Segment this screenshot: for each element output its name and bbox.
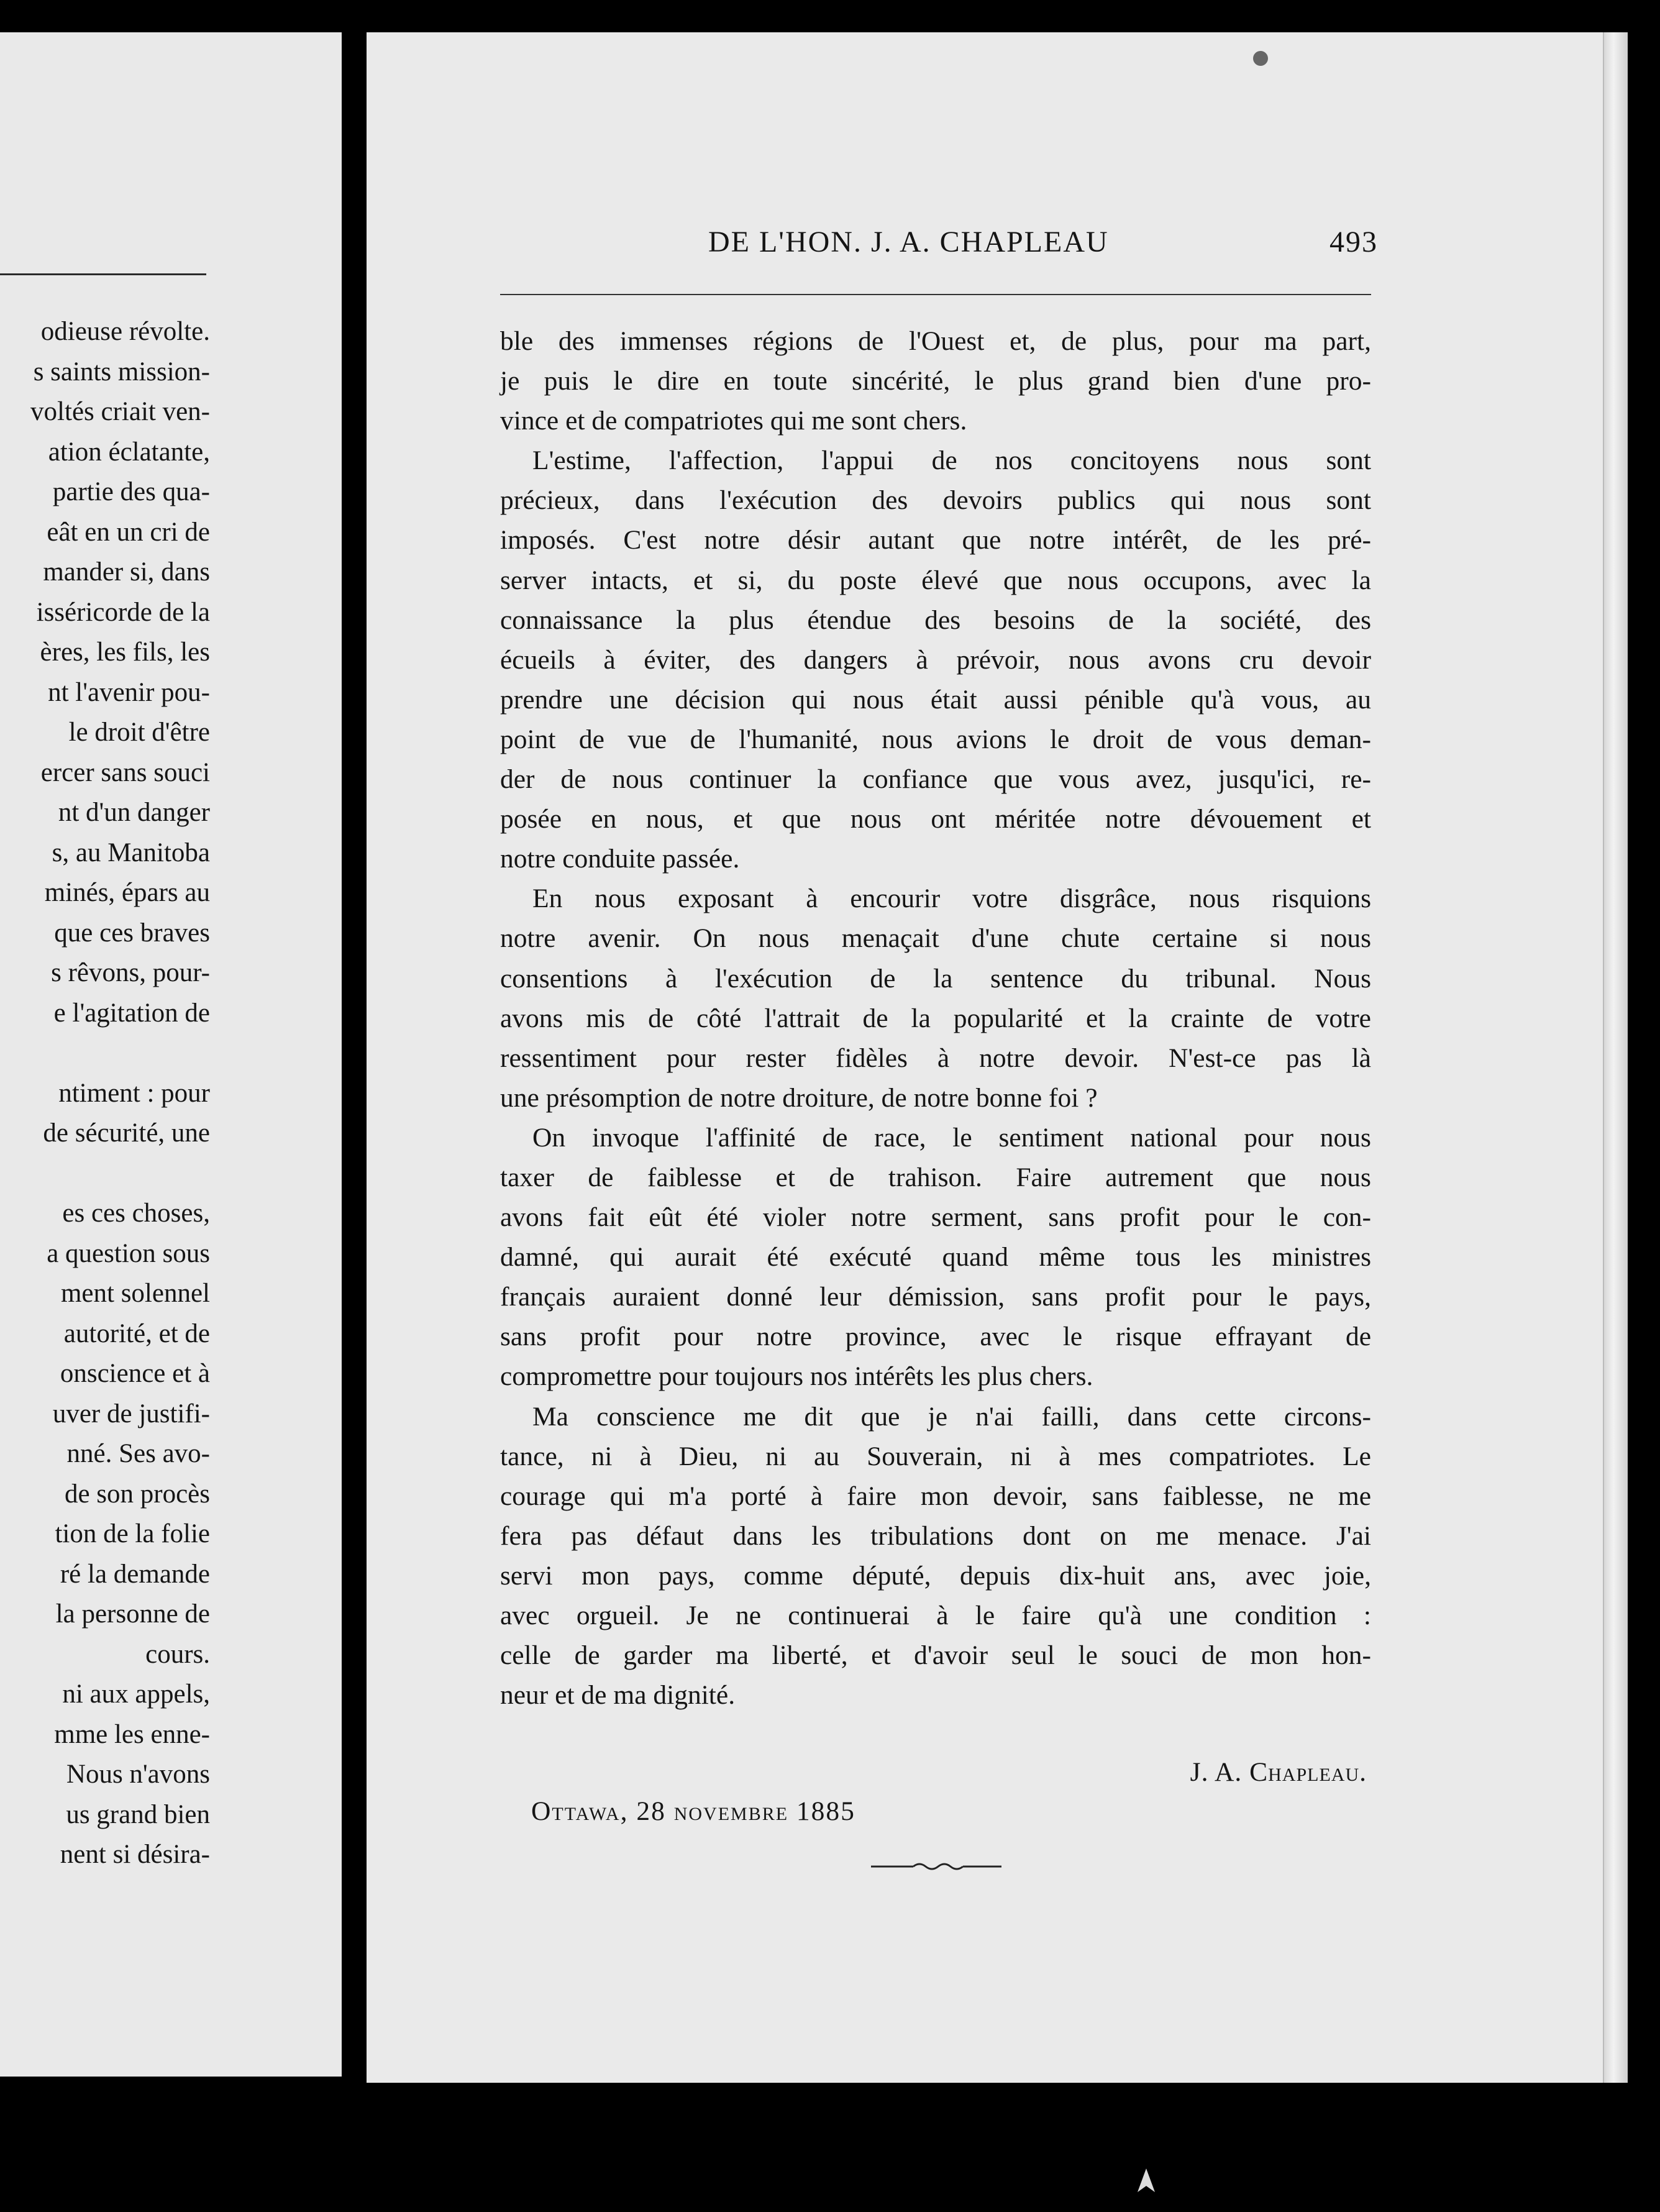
text-line: neur et de ma dignité. xyxy=(500,1680,736,1711)
text-line: celle de garder ma liberté, et d'avoir seul le souci de mon hon- xyxy=(500,1640,1371,1671)
left-page-line: ment solennel xyxy=(60,1279,210,1308)
left-page-line: de sécurité, une xyxy=(43,1118,210,1148)
left-page-line: nné. Ses avo- xyxy=(66,1439,210,1468)
left-page-line: es ces choses, xyxy=(62,1199,210,1228)
left-page-line: us grand bien xyxy=(66,1799,210,1829)
left-page-line: mander si, dans xyxy=(43,557,210,587)
left-page-line: cours. xyxy=(145,1639,210,1669)
page-edge xyxy=(1603,32,1628,2083)
text-line: sans profit pour notre province, avec le risque effrayant de xyxy=(500,1322,1371,1352)
text-line: server intacts, et si, du poste élevé que nous occupons, avec la xyxy=(500,565,1371,595)
fleuron-ornament xyxy=(871,1860,1001,1873)
left-page-line: que ces braves xyxy=(54,918,210,948)
text-line: consentions à l'exécution de la sentence du tribunal. Nous xyxy=(500,963,1371,994)
left-page-line: ères, les fils, les xyxy=(40,638,210,667)
left-page-line: s saints mission- xyxy=(33,357,210,386)
left-page-line: uver de justifi- xyxy=(52,1399,210,1428)
dateline: Ottawa, 28 novembre 1885 xyxy=(531,1796,855,1826)
text-line: notre conduite passée. xyxy=(500,844,740,874)
left-page-line: ation éclatante, xyxy=(48,437,210,467)
left-page-line: tion de la folie xyxy=(55,1519,210,1548)
text-line: En nous exposant à encourir votre disgrâce, nous risquions xyxy=(532,884,1371,914)
text-line: vince et de compatriotes qui me sont chers. xyxy=(500,406,967,436)
page-number: 493 xyxy=(1329,226,1378,258)
left-page-line: odieuse révolte. xyxy=(40,317,210,346)
text-line: der de nous continuer la confiance que vous avez, jusqu'ici, re- xyxy=(500,764,1371,795)
text-line: écueils à éviter, des dangers à prévoir, nous avons cru devoir xyxy=(500,644,1371,675)
text-line: damné, qui aurait été exécuté quand même tous les ministres xyxy=(500,1242,1371,1273)
left-page-text xyxy=(0,312,210,1875)
text-line: connaissance la plus étendue des besoins de la société, des xyxy=(500,605,1371,635)
text-line: point de vue de l'humanité, nous avions le droit de vous deman- xyxy=(500,724,1371,754)
text-line: courage qui m'a porté à faire mon devoir, sans faiblesse, ne me xyxy=(500,1481,1371,1511)
text-line: avec orgueil. Je ne continuerai à le faire qu'à une condition : xyxy=(500,1601,1371,1630)
left-page-line: partie des qua- xyxy=(52,477,210,506)
left-page-line: nent si désira- xyxy=(60,1840,210,1869)
left-page-line xyxy=(0,1154,210,1194)
left-page-line: ercer sans souci xyxy=(40,757,210,787)
running-head xyxy=(367,225,1628,268)
left-page-line: autorité, et de xyxy=(63,1319,210,1348)
book-gutter xyxy=(342,0,367,2212)
left-page-line: minés, épars au xyxy=(44,878,210,907)
text-line: précieux, dans l'exécution des devoirs publics qui nous sont xyxy=(500,485,1371,516)
left-page-line: onscience et à xyxy=(60,1359,210,1388)
header-rule xyxy=(500,294,1371,295)
text-line: avons mis de côté l'attrait de la popularité et la crainte de votre xyxy=(500,1003,1371,1033)
body-text xyxy=(500,321,1371,1715)
text-line: compromettre pour toujours nos intérêts les plus chers. xyxy=(500,1361,1093,1392)
text-line: fera pas défaut dans les tribulations dont on me menace. J'ai xyxy=(500,1520,1371,1551)
left-page-line: ni aux appels, xyxy=(62,1680,210,1709)
text-line: une présomption de notre droiture, de notre bonne foi ? xyxy=(500,1082,1098,1113)
running-head-title: DE L'HON. J. A. CHAPLEAU xyxy=(708,226,1109,258)
left-page-line: isséricorde de la xyxy=(36,597,210,627)
ink-speck xyxy=(1253,51,1268,66)
left-page-line: la personne de xyxy=(55,1599,210,1629)
left-page-line: mme les enne- xyxy=(54,1719,210,1749)
text-line: français auraient donné leur démission, sans profit pour le pays, xyxy=(500,1282,1371,1312)
text-line: taxer de faiblesse et de trahison. Faire autrement que nous xyxy=(500,1162,1371,1192)
left-page-line: s rêvons, pour- xyxy=(51,958,210,987)
left-page-line: le droit d'être xyxy=(68,718,210,747)
text-line: posée en nous, et que nous ont méritée notre dévouement et xyxy=(500,804,1371,834)
left-page-line: voltés criait ven- xyxy=(30,397,210,426)
left-page-line: ré la demande xyxy=(60,1559,210,1589)
left-page-line: Nous n'avons xyxy=(66,1760,210,1789)
left-page-line: nt d'un danger xyxy=(58,798,210,827)
left-page-line: s, au Manitoba xyxy=(52,838,210,867)
text-line: ble des immenses régions de l'Ouest et, de plus, pour ma part, xyxy=(500,326,1371,356)
previous-page-fragment xyxy=(0,32,342,2077)
left-page-line: e l'agitation de xyxy=(53,998,210,1028)
text-line: notre avenir. On nous menaçait d'une chute certaine si nous xyxy=(500,923,1371,954)
left-page-line: nt l'avenir pou- xyxy=(48,677,210,707)
scanner-mark-icon xyxy=(1134,2167,1159,2195)
text-line: servi mon pays, comme député, depuis dix-huit ans, avec joie, xyxy=(500,1560,1371,1591)
left-page-rule xyxy=(0,273,206,275)
current-page xyxy=(367,32,1628,2083)
text-line: L'estime, l'affection, l'appui de nos concitoyens nous sont xyxy=(532,446,1371,476)
left-page-line: eât en un cri de xyxy=(47,517,210,547)
text-line: ressentiment pour rester fidèles à notre devoir. N'est-ce pas là xyxy=(500,1043,1371,1073)
text-line: Ma conscience me dit que je n'ai failli, dans cette circons- xyxy=(532,1401,1371,1432)
text-line: tance, ni à Dieu, ni au Souverain, ni à mes compatriotes. Le xyxy=(500,1441,1371,1471)
signature: J. A. Chapleau. xyxy=(1190,1757,1367,1787)
text-line: prendre une décision qui nous était aussi pénible qu'à vous, au xyxy=(500,684,1371,715)
text-line: je puis le dire en toute sincérité, le plus grand bien d'une pro- xyxy=(500,366,1371,396)
left-page-line: de son procès xyxy=(64,1479,210,1509)
text-line: avons fait eût été violer notre serment, sans profit pour le con- xyxy=(500,1202,1371,1233)
text-line: imposés. C'est notre désir autant que notre intérêt, de les pré- xyxy=(500,525,1371,555)
left-page-line xyxy=(0,1033,210,1074)
left-page-line: a question sous xyxy=(47,1238,210,1268)
text-line: On invoque l'affinité de race, le sentiment national pour nous xyxy=(532,1122,1371,1153)
left-page-line: ntiment : pour xyxy=(58,1078,210,1108)
